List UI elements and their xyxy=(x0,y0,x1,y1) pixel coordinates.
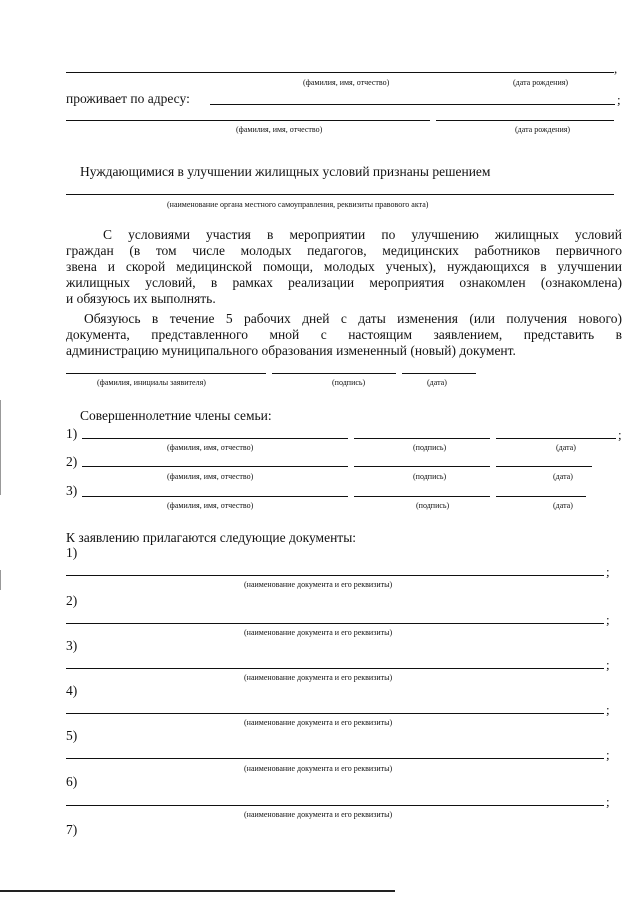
caption-family-sign: (подпись) xyxy=(413,472,447,481)
caption-applicant-sign: (подпись) xyxy=(332,378,366,387)
applicant-name-line xyxy=(66,373,266,374)
caption-document: (наименование документа и его реквизиты) xyxy=(244,718,393,727)
family-member-num: 2) xyxy=(66,454,78,469)
caption-family-date: (дата) xyxy=(553,472,573,481)
document-num: 5) xyxy=(66,728,78,743)
caption-family-sign: (подпись) xyxy=(416,501,450,510)
caption-applicant-name: (фамилия, инициалы заявителя) xyxy=(97,378,206,387)
caption-family-date: (дата) xyxy=(553,501,573,510)
semicolon-mark: ; xyxy=(606,657,610,672)
caption-family-fio: (фамилия, имя, отчество) xyxy=(167,501,254,510)
obligation-paragraph xyxy=(66,311,622,359)
paragraph-line: жилищных условий, в рамках реализации мероприятия ознакомлен (ознакомлена) xyxy=(66,275,622,290)
family-fio-line xyxy=(82,496,348,497)
birth-line-2 xyxy=(436,120,614,121)
caption-fio-2: (фамилия, имя, отчество) xyxy=(236,125,323,134)
caption-document: (наименование документа и его реквизиты) xyxy=(244,580,393,589)
caption-fio: (фамилия, имя, отчество) xyxy=(303,78,390,87)
document-line xyxy=(66,805,604,806)
caption-document: (наименование документа и его реквизиты) xyxy=(244,810,393,819)
family-date-line xyxy=(496,466,592,467)
fio-line-2 xyxy=(66,120,430,121)
document-line xyxy=(66,758,604,759)
caption-family-fio: (фамилия, имя, отчество) xyxy=(167,443,254,452)
caption-birth-2: (дата рождения) xyxy=(515,125,571,134)
document-num: 3) xyxy=(66,638,78,653)
paragraph-line: и обязуюсь их выполнять. xyxy=(66,291,216,306)
scan-bottom-edge xyxy=(0,890,395,892)
caption-family-date: (дата) xyxy=(556,443,576,452)
document-line xyxy=(66,668,604,669)
family-member-num: 1) xyxy=(66,426,78,441)
family-fio-line xyxy=(82,466,348,467)
caption-applicant-date: (дата) xyxy=(427,378,447,387)
document-line xyxy=(66,575,604,576)
family-title: Совершеннолетние члены семьи: xyxy=(80,408,272,423)
document-num: 7) xyxy=(66,822,78,837)
semicolon-mark: ; xyxy=(606,794,610,809)
resides-label: проживает по адресу: xyxy=(66,91,190,106)
paragraph-line: граждан (в том числе молодых педагогов, медицинских работников первичного xyxy=(66,243,622,258)
semicolon-mark: ; xyxy=(606,564,610,579)
document-num: 4) xyxy=(66,683,78,698)
fio-line xyxy=(66,72,614,73)
paragraph-line: С условиями участия в мероприятии по улучшению жилищных условий xyxy=(103,227,622,242)
caption-document: (наименование документа и его реквизиты) xyxy=(244,764,393,773)
document-line xyxy=(66,623,604,624)
family-date-line xyxy=(496,438,616,439)
caption-document: (наименование документа и его реквизиты) xyxy=(244,628,393,637)
organ-line xyxy=(66,194,614,195)
family-fio-line xyxy=(82,438,348,439)
document-num: 2) xyxy=(66,593,78,608)
applicant-date-line xyxy=(402,373,476,374)
scan-edge-mark xyxy=(0,400,1,495)
paragraph-line: документа, представленного мной с настоящим заявлением, представить в xyxy=(66,327,622,342)
family-member-num: 3) xyxy=(66,483,78,498)
family-sign-line xyxy=(354,438,490,439)
semicolon-mark: ; xyxy=(617,92,621,107)
applicant-sign-line xyxy=(272,373,396,374)
need-statement: Нуждающимися в улучшении жилищных условий признаны решением xyxy=(80,164,491,179)
semicolon-mark: ; xyxy=(606,747,610,762)
conditions-paragraph xyxy=(66,227,622,307)
semicolon-mark: ; xyxy=(618,427,622,442)
paragraph-line: звена и скорой медицинской помощи, молодых ученых), нуждающихся в улучшении xyxy=(66,259,622,274)
semicolon-mark: ; xyxy=(606,702,610,717)
documents-title: К заявлению прилагаются следующие документы: xyxy=(66,530,357,545)
address-line xyxy=(210,104,615,105)
scan-edge-mark xyxy=(0,570,1,590)
caption-birth: (дата рождения) xyxy=(513,78,569,87)
caption-organ: (наименование органа местного самоуправления, реквизиты правового акта) xyxy=(167,200,429,209)
family-sign-line xyxy=(354,466,490,467)
paragraph-line: администрацию муниципального образования измененный (новый) документ. xyxy=(66,343,516,358)
paragraph-line: Обязуюсь в течение 5 рабочих дней с даты изменения (или получения нового) xyxy=(84,311,622,326)
family-sign-line xyxy=(354,496,490,497)
document-num: 1) xyxy=(66,545,78,560)
caption-family-sign: (подпись) xyxy=(413,443,447,452)
comma-mark: , xyxy=(614,61,618,76)
caption-document: (наименование документа и его реквизиты) xyxy=(244,673,393,682)
caption-family-fio: (фамилия, имя, отчество) xyxy=(167,472,254,481)
document-num: 6) xyxy=(66,774,78,789)
family-date-line xyxy=(496,496,586,497)
semicolon-mark: ; xyxy=(606,612,610,627)
document-line xyxy=(66,713,604,714)
